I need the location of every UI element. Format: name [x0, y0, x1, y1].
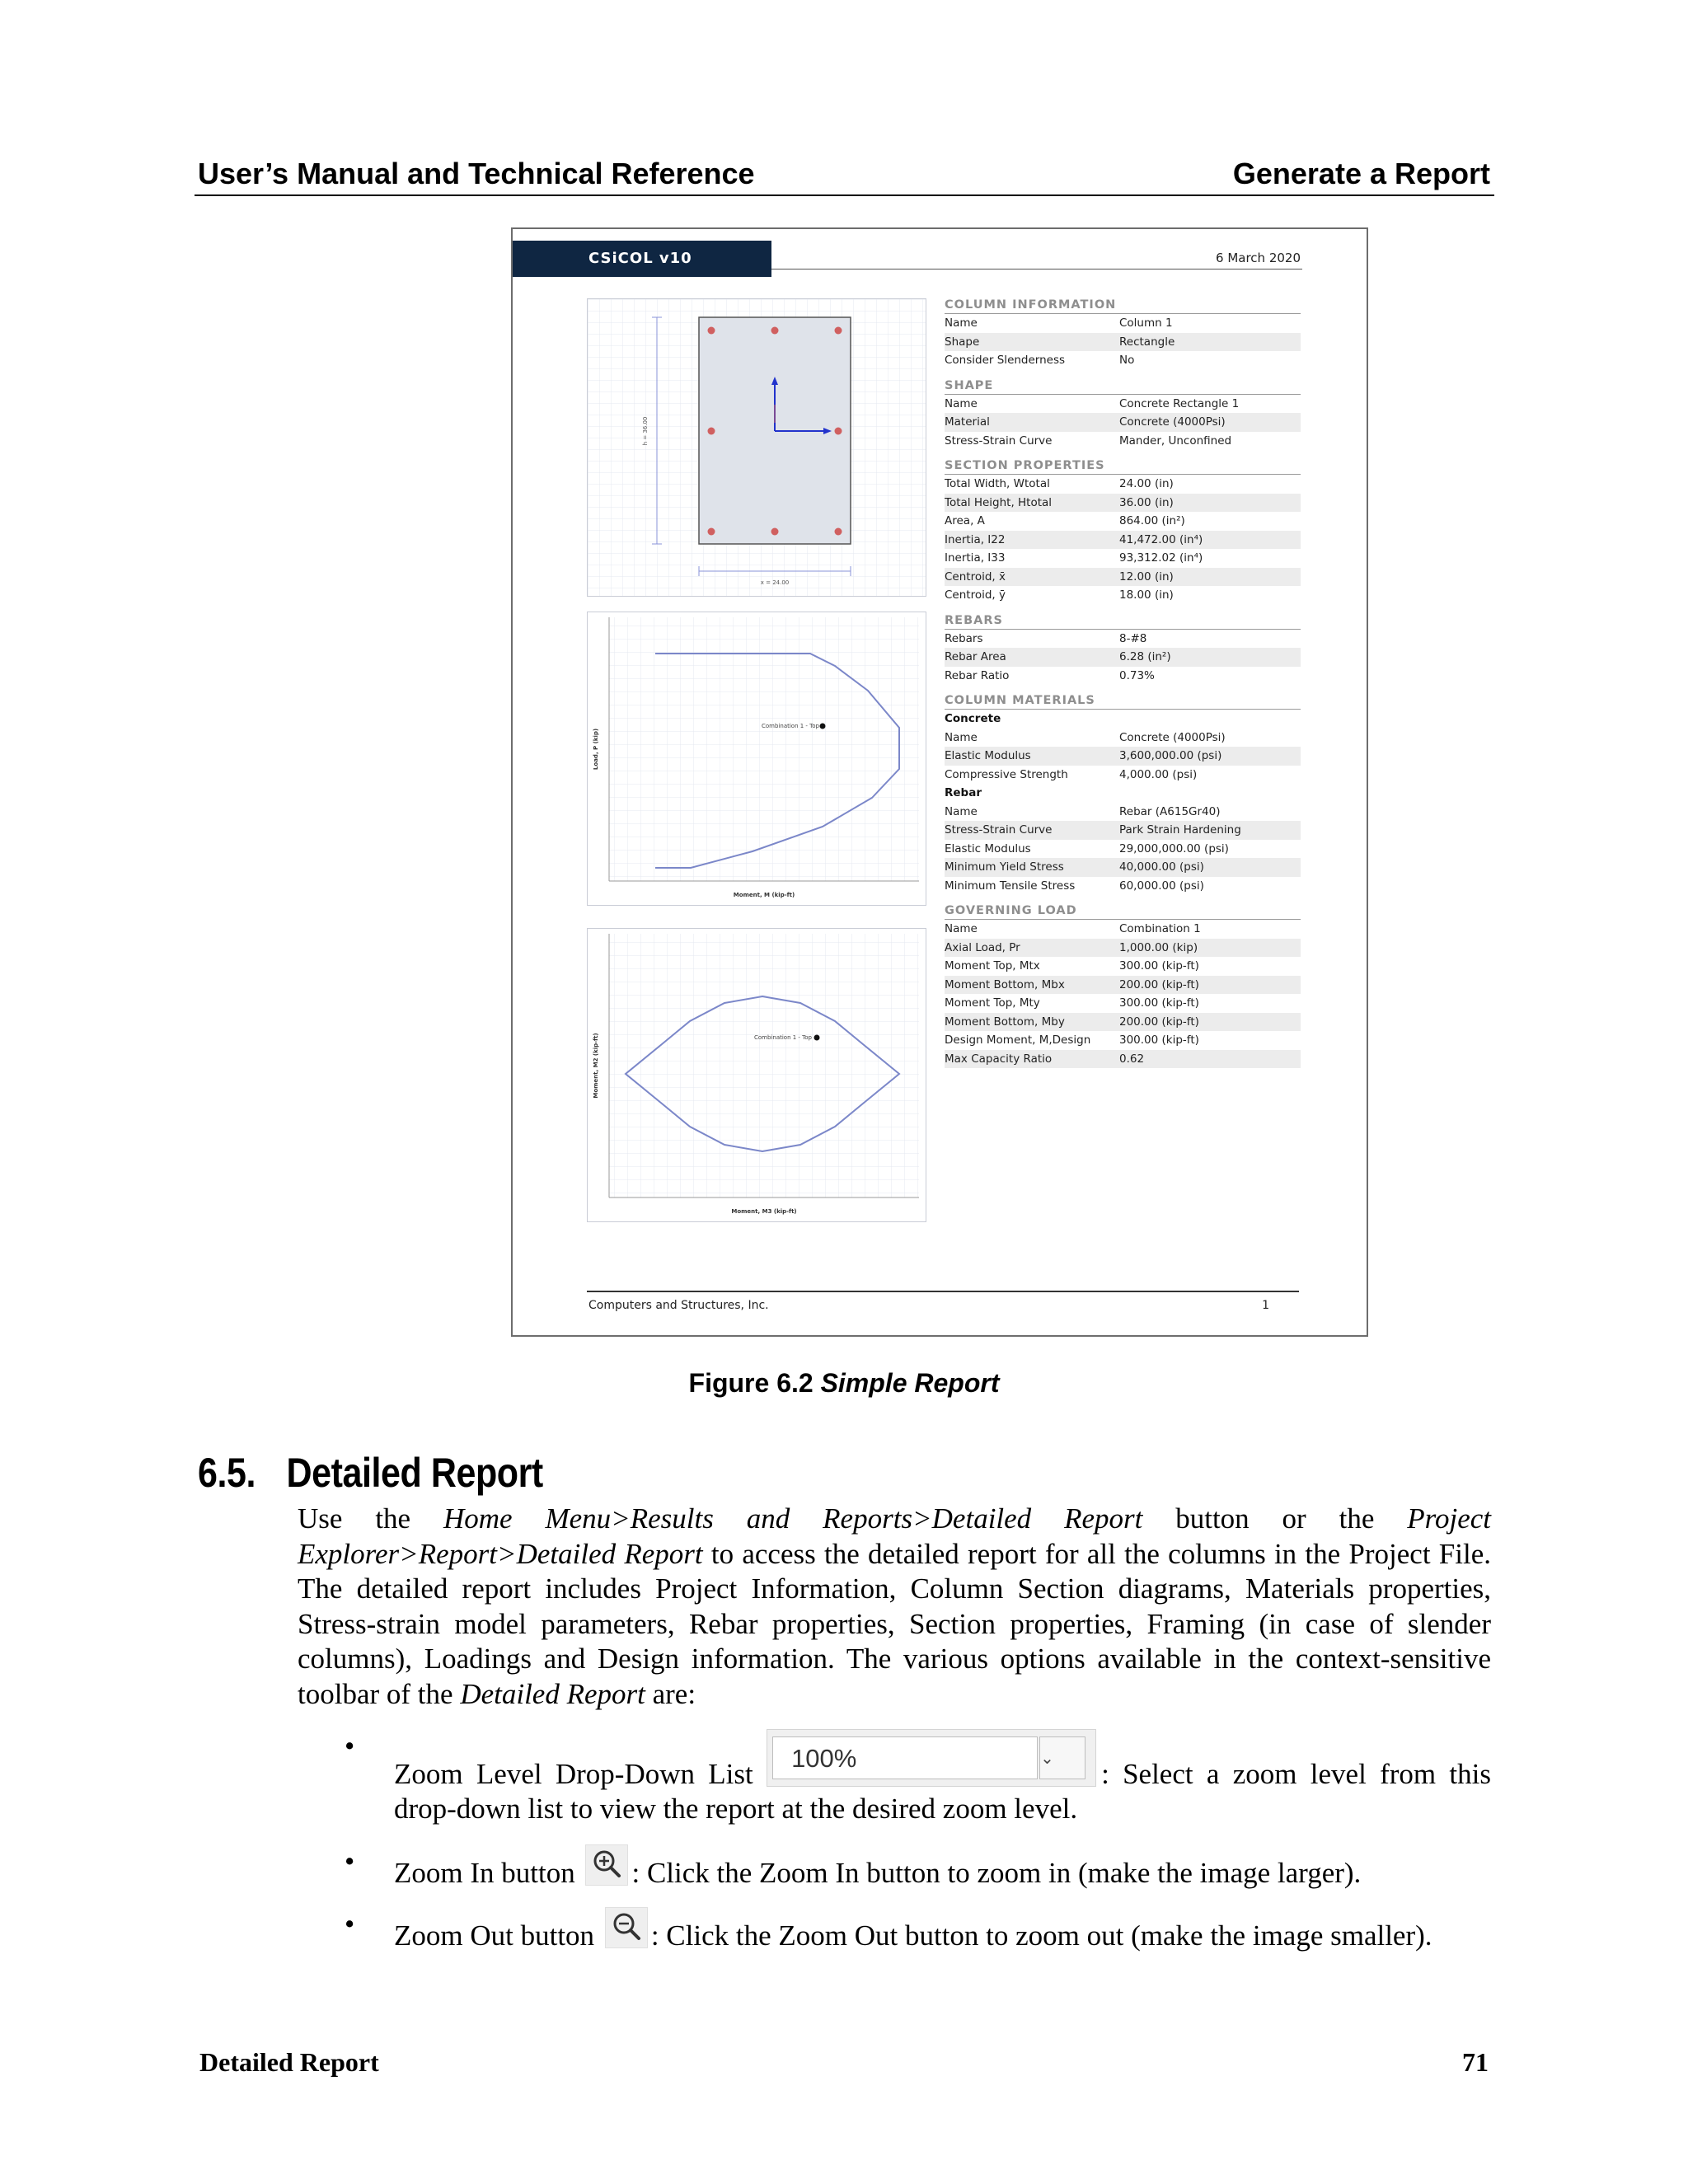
report-property-row: [945, 531, 1301, 550]
report-property-row: [945, 568, 1301, 587]
property-value: 3,600,000.00 (psi): [1119, 749, 1222, 762]
mm-point-label: Combination 1 - Top: [754, 1034, 812, 1041]
property-name: Total Height, Htotal: [945, 495, 1053, 509]
report-property-row: [945, 351, 1301, 370]
zoom-level-value: 100%: [772, 1736, 1038, 1779]
report-property-row: [945, 432, 1301, 451]
menu-path-home: Home Menu>Results and Reports>Detailed Report: [443, 1502, 1143, 1535]
property-name: Rebars: [945, 631, 983, 645]
report-property-row: [945, 766, 1301, 785]
report-section-heading: COLUMN INFORMATION: [945, 298, 1301, 314]
property-name: Moment Top, Mty: [945, 996, 1040, 1010]
zoom-level-dropdown[interactable]: [767, 1729, 1096, 1787]
zoom-out-button[interactable]: [605, 1907, 648, 1948]
running-header-title: User’s Manual and Technical Reference: [198, 157, 755, 190]
property-value: 36.00 (in): [1119, 495, 1174, 509]
property-value: 93,312.02 (in⁴): [1119, 551, 1203, 565]
property-name: Inertia, I33: [945, 551, 1006, 565]
report-property-row: [945, 877, 1301, 896]
report-property-row: [945, 821, 1301, 840]
property-value: 300.00 (kip-ft): [1119, 996, 1199, 1010]
report-date: 6 March 2020: [1216, 251, 1301, 265]
report-property-row: [945, 840, 1301, 859]
report-property-row: [945, 858, 1301, 877]
report-section-heading: REBARS: [945, 613, 1301, 630]
report-section-heading: SHAPE: [945, 378, 1301, 395]
report-footer-company: Computers and Structures, Inc.: [588, 1299, 769, 1312]
report-property-row: [945, 1050, 1301, 1069]
report-section-heading: COLUMN MATERIALS: [945, 693, 1301, 710]
report-property-row: [945, 494, 1301, 513]
zoom-out-icon: [611, 1911, 644, 1944]
report-subheading: Rebar: [945, 786, 982, 799]
pm-y-axis-label: Load, P (kip): [593, 728, 599, 771]
figure-caption: [0, 1368, 1688, 1399]
property-name: Name: [945, 922, 978, 935]
property-name: Name: [945, 396, 978, 410]
report-property-row: [945, 549, 1301, 568]
property-value: No: [1119, 354, 1135, 367]
report-section-heading: SECTION PROPERTIES: [945, 458, 1301, 475]
bullet: •: [345, 1908, 355, 1940]
property-name: Consider Slenderness: [945, 354, 1066, 367]
property-name: Area, A: [945, 514, 985, 527]
report-property-row: [945, 667, 1301, 686]
property-value: 0.73%: [1119, 668, 1155, 682]
property-name: Moment Top, Mtx: [945, 959, 1040, 972]
figure-caption-number: Figure 6.2: [688, 1368, 814, 1398]
bullet: •: [345, 1730, 355, 1762]
report-property-row: [945, 994, 1301, 1013]
property-value: 40,000.00 (psi): [1119, 860, 1204, 874]
property-name: Rebar Ratio: [945, 668, 1010, 682]
property-value: 864.00 (in²): [1119, 514, 1185, 527]
property-value: 29,000,000.00 (psi): [1119, 841, 1229, 855]
report-property-row: [945, 475, 1301, 494]
property-name: Design Moment, M,Design: [945, 1033, 1091, 1047]
property-name: Material: [945, 415, 990, 429]
property-name: Max Capacity Ratio: [945, 1052, 1053, 1066]
property-value: Column 1: [1119, 316, 1173, 330]
property-name: Elastic Modulus: [945, 841, 1031, 855]
section-width-label: x = 24.00: [760, 579, 790, 586]
report-property-row: [945, 1031, 1301, 1050]
report-property-row: [945, 920, 1301, 939]
property-name: Centroid, ȳ: [945, 588, 1006, 602]
property-value: 12.00 (in): [1119, 569, 1174, 583]
pm-point-label: Combination 1 - Top: [762, 723, 819, 729]
property-value: 8-#8: [1119, 631, 1147, 645]
list-item-zoom-level: • Zoom Level Drop-Down List 100% ⌄ : Select a zoom level from this drop-down list to view the report at the desired zoom level.: [345, 1730, 1491, 1825]
property-name: Inertia, I22: [945, 532, 1006, 546]
property-value: Concrete (4000Psi): [1119, 730, 1226, 744]
mm-x-axis-label: Moment, M3 (kip-ft): [731, 1208, 797, 1215]
report-property-row: [945, 413, 1301, 432]
property-value: 41,472.00 (in⁴): [1119, 532, 1203, 546]
report-property-row: [945, 630, 1301, 649]
report-section-heading: GOVERNING LOAD: [945, 903, 1301, 920]
property-value: 200.00 (kip-ft): [1119, 977, 1199, 991]
property-name: Compressive Strength: [945, 767, 1068, 781]
property-name: Elastic Modulus: [945, 749, 1031, 762]
report-properties-table: [945, 298, 1301, 1068]
pm-x-axis-label: Moment, M (kip-ft): [733, 892, 795, 898]
report-property-row: [945, 586, 1301, 605]
report-footer-rule: [587, 1291, 1299, 1292]
toolbar-options-list: [345, 1729, 1491, 1953]
figure-caption-title: Simple Report: [820, 1368, 1000, 1398]
report-property-row: [945, 395, 1301, 414]
property-name: Name: [945, 316, 978, 330]
report-property-row: [945, 729, 1301, 748]
property-value: 0.62: [1119, 1052, 1145, 1066]
column-section-diagram: [587, 298, 926, 597]
list-item-zoom-out: • Zoom Out button : Click the Zoom Out button to zoom out (make the image smaller).: [345, 1908, 1432, 1952]
property-value: Combination 1: [1119, 922, 1201, 935]
report-property-row: [945, 976, 1301, 995]
body-paragraph: Use the Home Menu>Results and Reports>Detailed Report button or the Project Explorer>Report>Detailed Report to access the detailed report for all the columns in the Project File. The detailed report includes Project Information, Column Section diagrams, Materials properties, Stress-strain model parameters, Rebar properties, Section properties, Framing (in case of slender columns), Loadings and Design information. The various options available in the context-sensitive toolbar of the Detailed Report are:: [298, 1502, 1492, 1710]
property-name: Stress-Strain Curve: [945, 434, 1053, 448]
menu-path-explorer: Project Explorer>Report>Detailed Report: [298, 1502, 1491, 1570]
section-height-label: h = 36.00: [642, 416, 649, 446]
report-property-row: [945, 314, 1301, 333]
page-number: 71: [1462, 2047, 1489, 2077]
property-name: Moment Bottom, Mby: [945, 1015, 1065, 1029]
mm-interaction-plot: [587, 928, 926, 1222]
report-property-row: [945, 512, 1301, 531]
report-property-row: [945, 648, 1301, 667]
property-value: Concrete (4000Psi): [1119, 415, 1226, 429]
section-heading: [198, 1449, 543, 1497]
property-value: 4,000.00 (psi): [1119, 767, 1198, 781]
header-rule: [195, 194, 1494, 196]
property-value: 18.00 (in): [1119, 588, 1174, 602]
property-value: 6.28 (in²): [1119, 650, 1171, 663]
bullet: •: [345, 1845, 355, 1877]
property-name: Name: [945, 804, 978, 818]
property-name: Stress-Strain Curve: [945, 823, 1053, 837]
zoom-in-button[interactable]: [585, 1844, 628, 1886]
property-value: Rebar (A615Gr40): [1119, 804, 1221, 818]
report-property-row: [945, 939, 1301, 958]
property-value: 24.00 (in): [1119, 477, 1174, 490]
page-footer-section: Detailed Report: [199, 2047, 379, 2077]
property-name: Name: [945, 730, 978, 744]
list-item-zoom-in: • Zoom In button : Click the Zoom In button to zoom in (make the image larger).: [345, 1845, 1362, 1889]
detailed-report-term: Detailed Report: [460, 1677, 645, 1710]
zoom-in-icon: [591, 1849, 624, 1882]
property-name: Axial Load, Pr: [945, 940, 1020, 954]
property-name: Shape: [945, 335, 980, 349]
property-name: Minimum Tensile Stress: [945, 879, 1076, 893]
section-title: Detailed Report: [286, 1450, 543, 1496]
report-property-row: [945, 333, 1301, 352]
report-subheading: Concrete: [945, 712, 1001, 725]
property-value: 300.00 (kip-ft): [1119, 1033, 1199, 1047]
running-header-chapter: Generate a Report: [1232, 157, 1490, 190]
report-footer-page: 1: [1262, 1299, 1269, 1312]
property-value: Park Strain Hardening: [1119, 823, 1241, 837]
property-value: Rectangle: [1119, 335, 1175, 349]
report-property-row: [945, 1013, 1301, 1032]
report-property-row: [945, 957, 1301, 976]
report-brand-bar: CSiCOL v10: [513, 241, 771, 277]
property-value: 60,000.00 (psi): [1119, 879, 1204, 893]
report-property-row: [945, 803, 1301, 822]
property-name: Rebar Area: [945, 650, 1006, 663]
chevron-down-icon[interactable]: ⌄: [1039, 1736, 1085, 1779]
property-value: Concrete Rectangle 1: [1119, 396, 1240, 410]
property-name: Centroid, x̄: [945, 569, 1006, 583]
section-number: 6.5.: [198, 1450, 256, 1496]
mm-y-axis-label: Moment, M2 (kip-ft): [593, 1033, 599, 1099]
property-value: Mander, Unconfined: [1119, 434, 1232, 448]
property-name: Total Width, Wtotal: [945, 477, 1050, 490]
property-value: 200.00 (kip-ft): [1119, 1015, 1199, 1029]
report-figure: [511, 227, 1368, 1337]
property-value: 1,000.00 (kip): [1119, 940, 1198, 954]
property-value: 300.00 (kip-ft): [1119, 959, 1199, 972]
property-name: Minimum Yield Stress: [945, 860, 1064, 874]
property-name: Moment Bottom, Mbx: [945, 977, 1065, 991]
pm-interaction-plot: [587, 612, 926, 906]
report-property-row: [945, 747, 1301, 766]
